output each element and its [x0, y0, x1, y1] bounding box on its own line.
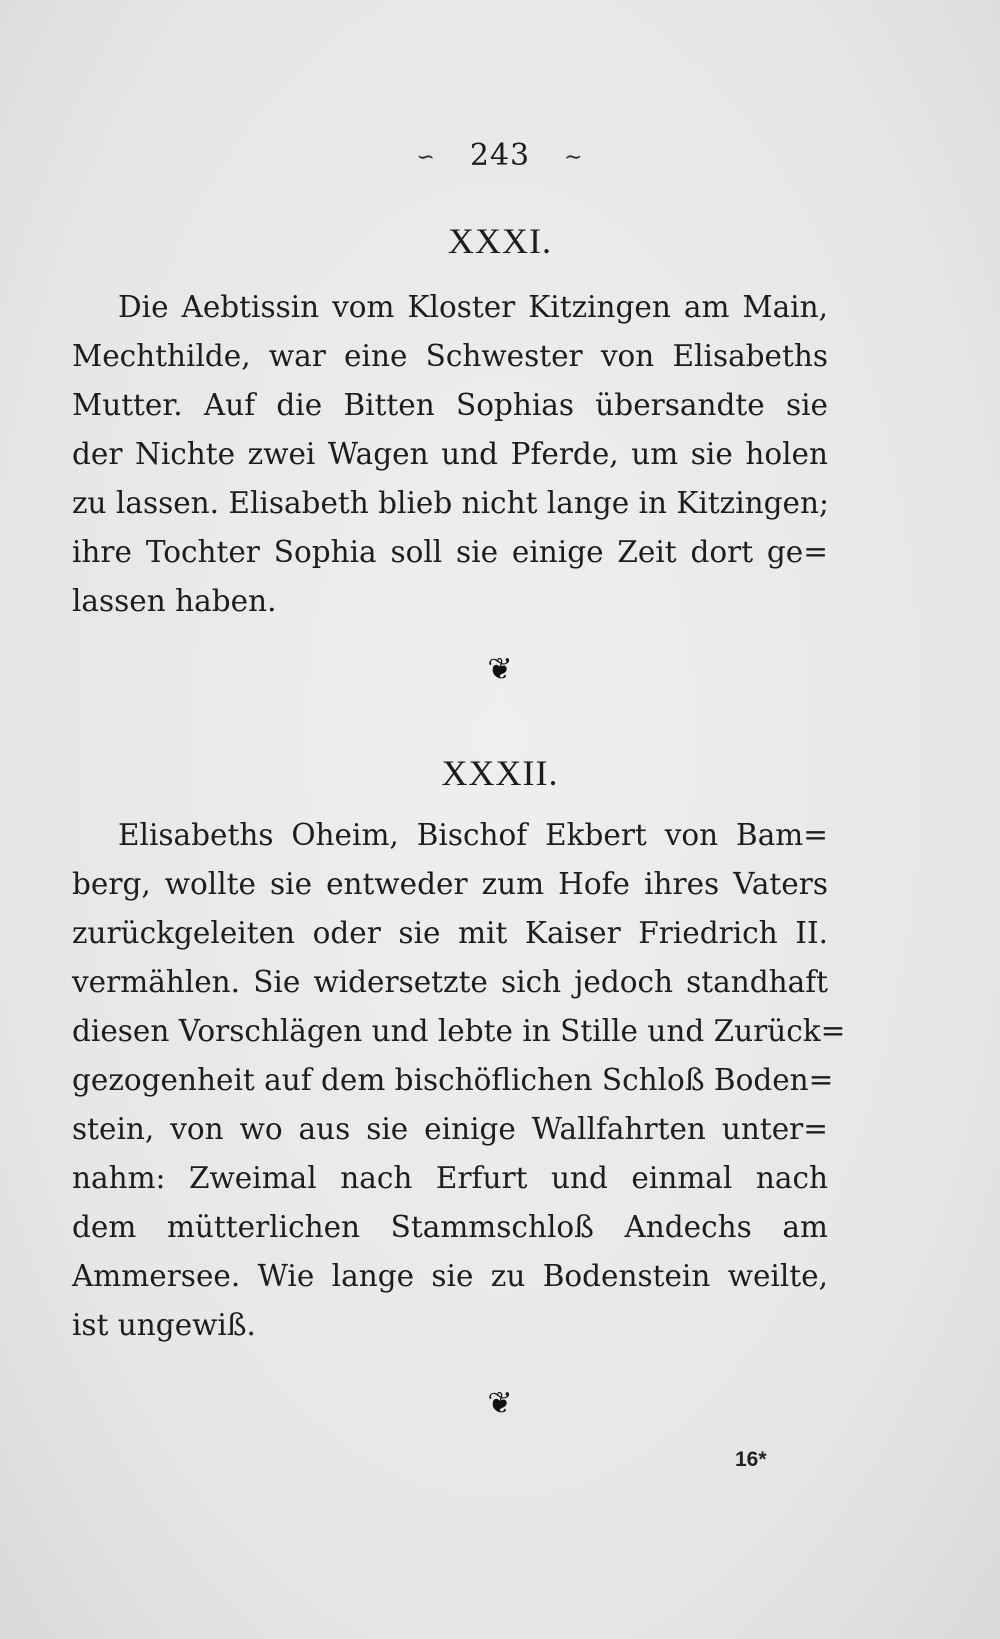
text-line: ihre Tochter Sophia soll sie einige Zeit dort ge= — [72, 535, 828, 569]
text-line: lassen haben. — [72, 584, 277, 618]
text-line: nahm: Zweimal nach Erfurt und einmal nach — [72, 1161, 828, 1195]
text-line: Ammersee. Wie lange sie zu Bodenstein weilte, — [72, 1259, 828, 1293]
text-line: ist ungewiß. — [72, 1308, 256, 1342]
ornament-right-icon: ∼ — [564, 144, 584, 170]
section-heading-xxxi: XXXI. — [448, 221, 552, 261]
page-header — [0, 138, 1000, 173]
section-paragraph-xxxi — [72, 283, 828, 626]
text-line: Mechthilde, war eine Schwester von Elisabeths — [72, 339, 828, 373]
text-line: gezogenheit auf dem bischöflichen Schloß Boden= — [72, 1063, 834, 1097]
text-line: berg, wollte sie entweder zum Hofe ihres Vaters — [72, 867, 828, 901]
text-line: dem mütterlichen Stammschloß Andechs am — [72, 1210, 828, 1244]
text-line: diesen Vorschlägen und lebte in Stille und Zurück= — [72, 1014, 846, 1048]
text-line: zurückgeleiten oder sie mit Kaiser Friedrich II. — [72, 916, 828, 950]
text-line: vermählen. Sie widersetzte sich jedoch standhaft — [72, 965, 828, 999]
page-number: 243 — [469, 138, 531, 173]
text-line: Die Aebtissin vom Kloster Kitzingen am Main, — [118, 290, 828, 324]
text-line: Mutter. Auf die Bitten Sophias übersandte sie — [72, 388, 828, 422]
section-heading-xxxii: XXXII. — [441, 753, 559, 793]
fleuron-icon: ❦ — [487, 652, 513, 687]
text-line: stein, von wo aus sie einige Wallfahrten unter= — [72, 1112, 828, 1146]
section-paragraph-xxxii — [72, 811, 846, 1350]
text-line: der Nichte zwei Wagen und Pferde, um sie holen — [72, 437, 828, 471]
text-line: Elisabeths Oheim, Bischof Ekbert von Bam= — [118, 818, 828, 852]
fleuron-icon: ❦ — [487, 1386, 513, 1421]
signature-mark: 16* — [735, 1448, 767, 1471]
ornament-left-icon: ∽ — [416, 144, 436, 170]
text-line: zu lassen. Elisabeth blieb nicht lange in Kitzingen; — [72, 486, 829, 520]
